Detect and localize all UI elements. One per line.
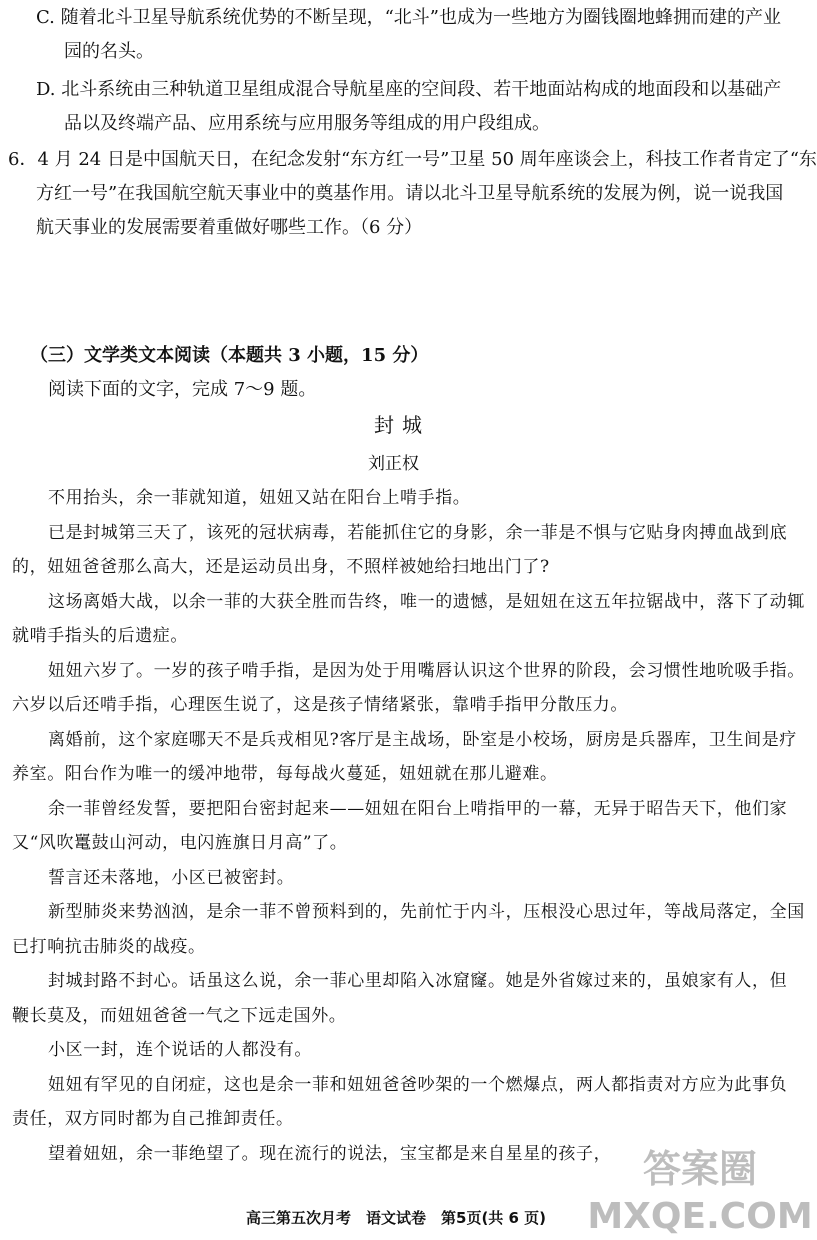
- story-line: 责任，双方同时都为自己推卸责任。: [12, 1109, 294, 1129]
- story-line: 离婚前，这个家庭哪天不是兵戎相见?客厅是主战场，卧室是小校场，厨房是兵器库，卫生间是疗: [48, 730, 797, 750]
- option-d-line1: D. 北斗系统由三种轨道卫星组成混合导航星座的空间段、若干地面站构成的地面段和以基础产: [36, 79, 782, 100]
- watermark-bottom-text: MXQE.COM: [587, 1196, 813, 1237]
- story-line: 妞妞六岁了。一岁的孩子啃手指，是因为处于用嘴唇认识这个世界的阶段，会习惯性地吮吸手指。: [48, 661, 805, 681]
- story-line: 封城封路不封心。话虽这么说，余一菲心里却陷入冰窟窿。她是外省嫁过来的，虽娘家有人，但: [48, 971, 788, 991]
- story-line: 就啃手指头的后遗症。: [12, 626, 188, 646]
- story-line: 小区一封，连个说话的人都没有。: [48, 1040, 312, 1060]
- option-d-line2: 品以及终端产品、应用系统与应用服务等组成的用户段组成。: [64, 113, 550, 134]
- section-heading: （三）文学类文本阅读（本题共 3 小题，15 分）: [30, 345, 429, 366]
- page-footer: 高三第五次月考 语文试卷 第5页(共 6 页): [246, 1209, 547, 1227]
- story-line: 不用抬头，余一菲就知道，妞妞又站在阳台上啃手指。: [48, 488, 471, 508]
- story-line: 的，妞妞爸爸那么高大，还是运动员出身，不照样被她给扫地出门了?: [12, 557, 550, 577]
- story-line: 这场离婚大战，以余一菲的大获全胜而告终，唯一的遗憾，是妞妞在这五年拉锯战中，落下了动辄: [48, 592, 805, 612]
- story-line: 已是封城第三天了，该死的冠状病毒，若能抓住它的身影，余一菲是不惧与它贴身肉搏血战到底: [48, 523, 788, 543]
- option-c-line2: 园的名头。: [64, 41, 154, 62]
- story-line: 妞妞有罕见的自闭症，这也是余一菲和妞妞爸爸吵架的一个燃爆点，两人都指责对方应为此事负: [48, 1075, 788, 1095]
- story-line: 又“风吹鼍鼓山河动，电闪旌旗日月高”了。: [12, 833, 348, 853]
- story-line: 鞭长莫及，而妞妞爸爸一气之下远走国外。: [12, 1006, 347, 1026]
- section-instruction: 阅读下面的文字，完成 7～9 题。: [48, 379, 317, 400]
- option-c-line1: C. 随着北斗卫星导航系统优势的不断呈现，“北斗”也成为一些地方为圈钱圈地蜂拥而建的产业: [36, 7, 781, 28]
- story-line: 望着妞妞，余一菲绝望了。现在流行的说法，宝宝都是来自星星的孩子，: [48, 1144, 612, 1164]
- story-line: 誓言还未落地，小区已被密封。: [48, 868, 295, 888]
- question-6-line3: 航天事业的发展需要着重做好哪些工作。（6 分）: [36, 217, 423, 238]
- watermark-top-text: 答案圈: [642, 1147, 758, 1191]
- story-title: 封城: [374, 413, 430, 437]
- question-6-line2: 方红一号”在我国航空航天事业中的奠基作用。请以北斗卫星导航系统的发展为例，说一说我国: [36, 183, 784, 204]
- story-line: 养室。阳台作为唯一的缓冲地带，每每战火蔓延，妞妞就在那儿避难。: [12, 764, 558, 784]
- story-author: 刘正权: [368, 454, 419, 474]
- story-line: 新型肺炎来势汹汹，是余一菲不曾预料到的，先前忙于内斗，压根没心思过年，等战局落定，全国: [48, 902, 805, 922]
- story-line: 六岁以后还啃手指，心理医生说了，这是孩子情绪紧张，靠啃手指甲分散压力。: [12, 695, 628, 715]
- story-line: 已打响抗击肺炎的战疫。: [12, 937, 206, 957]
- story-line: 余一菲曾经发誓，要把阳台密封起来——妞妞在阳台上啃指甲的一幕，无异于昭告天下，他们家: [48, 799, 788, 819]
- watermark-logo: [587, 1140, 813, 1237]
- question-6-line1: 6．4 月 24 日是中国航天日，在纪念发射“东方红一号”卫星 50 周年座谈会上，科技工作者肯定了“东: [8, 149, 817, 170]
